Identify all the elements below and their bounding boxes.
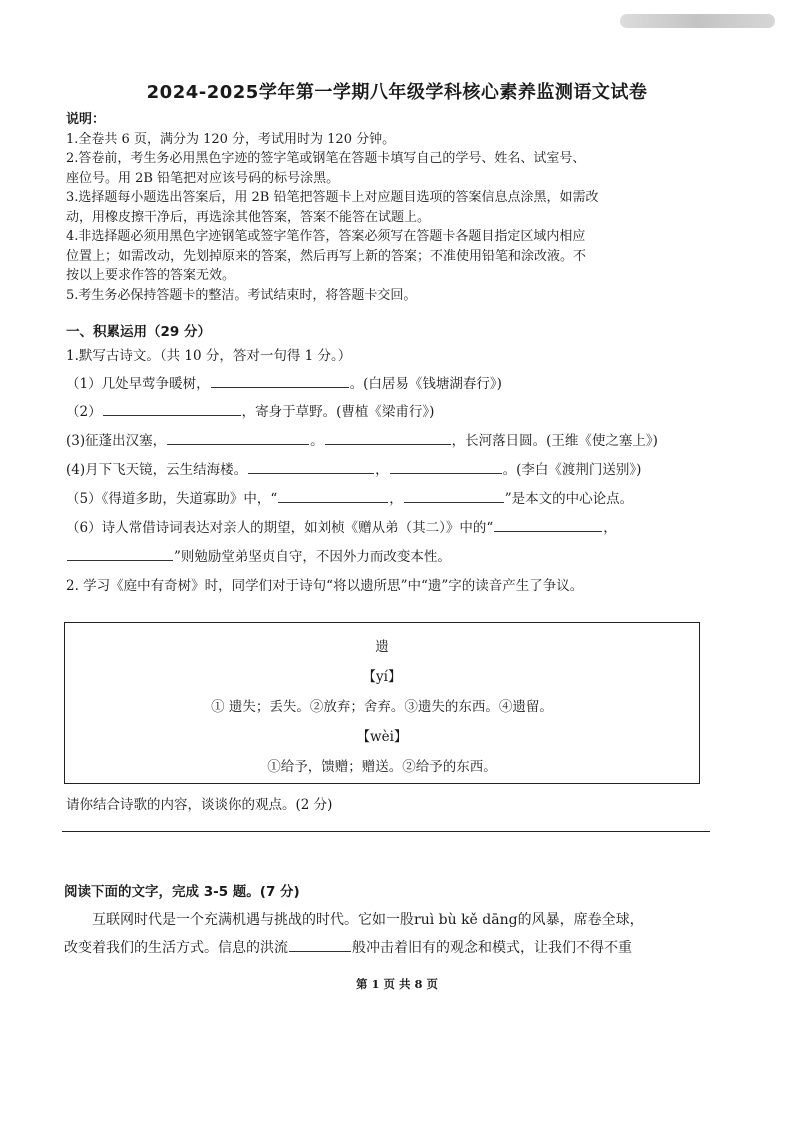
instructions-heading: 说明： [66, 112, 106, 127]
question-2-stem: 2. 学习《庭中有奇树》时，同学们对于诗句“将以遗所思”中“遗”字的读音产生了争议。 [66, 578, 584, 594]
question-1-item-3 [66, 429, 658, 449]
instruction-line: 位置上；如需改动，先划掉原来的答案，然后再写上新的答案；不准使用铅笔和涂改液。不 [66, 248, 587, 264]
answer-blank[interactable] [167, 430, 309, 445]
question-1-item-1 [66, 372, 502, 392]
dictionary-box [64, 622, 700, 784]
instruction-line: 座位号。用 2B 铅笔把对应该号码的标号涂黑。 [66, 170, 340, 186]
item-text: ， [603, 520, 617, 536]
page-number: 第 1 页 共 8 页 [355, 977, 439, 991]
item-text: (4)月下飞天镜，云生结海楼。 [66, 462, 248, 478]
item-text: 。 [310, 433, 324, 449]
passage-text: 般冲击着旧有的观念和模式，让我们不得不重 [352, 940, 632, 956]
dictionary-char: 遗 [375, 639, 389, 655]
instruction-line: 2.答卷前，考生务必用黑色字迹的签字笔或钢笔在答题卡填写自己的学号、姓名、试室号、 [66, 151, 586, 166]
exam-title: 2024-2025学年第一学期八年级学科核心素养监测语文试卷 [146, 82, 648, 103]
item-text: （5）《得道多助，失道寡助》中，“ [66, 491, 278, 507]
section-heading: 一、积累运用（29 分） [66, 324, 211, 340]
question-1-stem: 1.默写古诗文。（共 10 分，答对一句得 1 分。） [66, 348, 352, 364]
item-text: （1）几处早莺争暖树， [66, 376, 210, 392]
question-2-prompt: 请你结合诗歌的内容，谈谈你的观点。(2 分) [66, 797, 333, 813]
item-text: 。(李白《渡荆门送别》) [502, 462, 642, 478]
answer-blank[interactable] [67, 546, 173, 561]
instruction-line: 4.非选择题必须用黑色字迹钢笔或签字笔作答，答案必须写在答题卡各题目指定区域内相应 [66, 229, 586, 244]
question-1-item-6-cont [66, 545, 451, 565]
item-text: （6）诗人常借诗词表达对亲人的期望，如刘桢《赠从弟（其二）》中的“ [66, 520, 494, 536]
question-1-item-5 [66, 487, 633, 507]
item-text: ， [389, 491, 403, 507]
passage-text: 改变着我们的生活方式。信息的洪流 [64, 940, 288, 956]
item-text: 。(白居易《钱塘湖春行》) [349, 376, 502, 392]
item-text: ，长河落日圆。(王维《使之塞上》) [451, 433, 658, 449]
pinyin-wei: 【wèi】 [356, 729, 408, 745]
passage-line-2 [64, 934, 724, 962]
item-text: ”是本文的中心论点。 [504, 491, 634, 507]
item-text: (3)征蓬出汉塞， [66, 433, 167, 449]
scanner-mark [620, 14, 775, 28]
item-text: （2） [66, 404, 102, 420]
question-1-item-4 [66, 458, 641, 478]
answer-blank[interactable] [278, 488, 388, 503]
instruction-line: 1.全卷共 6 页，满分为 120 分，考试用时为 120 分钟。 [66, 131, 396, 147]
answer-blank[interactable] [289, 937, 351, 952]
item-text: ， [375, 462, 389, 478]
instruction-line: 3.选择题每小题选出答案后，用 2B 铅笔把答题卡上对应题目选项的答案信息点涂黑，如需改 [66, 190, 599, 205]
answer-blank[interactable] [494, 517, 602, 532]
answer-blank[interactable] [248, 459, 374, 474]
item-text: ”则勉励堂弟坚贞自守，不因外力而改变本性。 [174, 549, 451, 565]
definition-wei: ①给予，馈赠；赠送。②给予的东西。 [267, 759, 497, 775]
instruction-line: 5.考生务必保持答题卡的整洁。考试结束时，将答题卡交回。 [66, 287, 417, 303]
answer-line[interactable] [62, 831, 710, 832]
answer-blank[interactable] [211, 373, 349, 388]
answer-blank[interactable] [390, 459, 502, 474]
answer-blank[interactable] [103, 401, 241, 416]
answer-blank[interactable] [404, 488, 504, 503]
instructions [66, 110, 726, 305]
instruction-line: 按以上要求作答的答案无效。 [66, 268, 236, 283]
question-1-item-6 [66, 516, 617, 536]
item-text: ，寄身于草野。(曹植《梁甫行》) [241, 404, 435, 420]
answer-blank[interactable] [325, 430, 451, 445]
reading-passage [64, 906, 724, 962]
pinyin-yi: 【yí】 [362, 669, 402, 685]
question-1-item-2 [66, 400, 434, 420]
passage-line-1: 互联网时代是一个充满机遇与挑战的时代。它如一股ruì bù kě dāng的风暴，席卷全球， [92, 912, 644, 928]
definition-yi: ① 遗失；丢失。②放弃；舍弃。③遗失的东西。④遗留。 [211, 699, 553, 715]
reading-heading: 阅读下面的文字，完成 3-5 题。(7 分) [64, 884, 300, 900]
instruction-line: 动，用橡皮擦干净后，再选涂其他答案，答案不能答在试题上。 [66, 209, 431, 225]
